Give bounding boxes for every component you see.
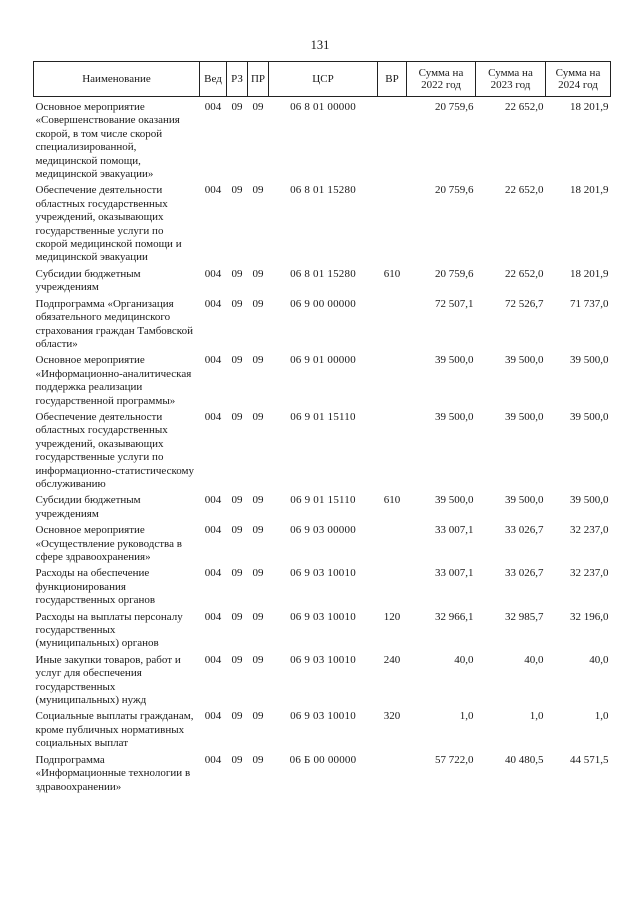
row-sum-2022: 39 500,0 bbox=[435, 354, 474, 367]
row-rz: 09 bbox=[231, 410, 243, 423]
row-name: Основное мероприятие «Совершенствование оказания скорой, в том числе скорой специализированной, медицинской помощи, медицинской эвакуации» bbox=[35, 101, 180, 181]
row-sum-2023: 39 500,0 bbox=[505, 354, 544, 367]
row-sum-2023: 33 026,7 bbox=[505, 567, 544, 580]
row-name: Подпрограмма «Информационные технологии в здравоохранении» bbox=[35, 753, 191, 793]
row-rz: 09 bbox=[231, 101, 243, 113]
row-ved: 004 bbox=[204, 184, 222, 197]
row-sum-2024: 1,0 bbox=[594, 710, 609, 723]
row-vr bbox=[378, 298, 407, 355]
header-vr: ВР bbox=[378, 62, 407, 97]
row-sum-2022: 20 759,6 bbox=[435, 101, 474, 113]
row-sum-2024: 18 201,9 bbox=[570, 101, 609, 113]
row-name: Основное мероприятие «Информационно-аналитическая поддержка реализации государственной программы» bbox=[35, 354, 192, 407]
row-sum-2024: 32 237,0 bbox=[570, 524, 609, 537]
row-rz: 09 bbox=[231, 184, 243, 197]
row-rz: 09 bbox=[231, 567, 243, 580]
row-ved: 004 bbox=[204, 494, 222, 507]
row-pr: 09 bbox=[252, 184, 264, 197]
table-row bbox=[34, 268, 611, 298]
table-row bbox=[34, 611, 611, 654]
row-pr: 09 bbox=[252, 710, 264, 723]
header-csr: ЦСР bbox=[269, 62, 378, 97]
row-csr: 06 9 00 00000 bbox=[290, 297, 356, 310]
row-sum-2023: 32 985,7 bbox=[505, 610, 544, 623]
row-sum-2023: 72 526,7 bbox=[505, 297, 544, 310]
table-row bbox=[34, 710, 611, 753]
table-row bbox=[34, 524, 611, 567]
table-header bbox=[34, 62, 611, 97]
row-sum-2024: 18 201,9 bbox=[570, 267, 609, 280]
row-sum-2022: 39 500,0 bbox=[435, 410, 474, 423]
header-sum-2022: Сумма на 2022 год bbox=[407, 62, 476, 97]
row-csr: 06 8 01 15280 bbox=[290, 267, 356, 280]
table-row bbox=[34, 754, 611, 797]
row-csr: 06 9 03 10010 bbox=[290, 653, 356, 666]
table-row bbox=[34, 654, 611, 711]
row-ved: 004 bbox=[204, 653, 222, 666]
row-vr bbox=[378, 97, 407, 185]
row-vr: 120 bbox=[383, 610, 401, 623]
row-pr: 09 bbox=[252, 354, 264, 367]
row-csr: 06 9 03 10010 bbox=[290, 710, 356, 723]
row-rz: 09 bbox=[231, 297, 243, 310]
header-ved: Вед bbox=[200, 62, 227, 97]
row-name: Социальные выплаты гражданам, кроме публичных нормативных социальных выплат bbox=[35, 710, 194, 750]
row-pr: 09 bbox=[252, 101, 264, 113]
row-rz: 09 bbox=[231, 494, 243, 507]
row-name: Субсидии бюджетным учреждениям bbox=[35, 267, 141, 294]
row-sum-2023: 1,0 bbox=[529, 710, 544, 723]
row-csr: 06 9 01 15110 bbox=[290, 494, 356, 507]
row-sum-2022: 39 500,0 bbox=[435, 494, 474, 507]
row-vr bbox=[378, 754, 407, 797]
row-ved: 004 bbox=[204, 354, 222, 367]
row-name: Основное мероприятие «Осуществление руководства в сфере здравоохранения» bbox=[35, 524, 182, 563]
row-vr bbox=[378, 354, 407, 411]
row-csr: 06 8 01 15280 bbox=[290, 184, 356, 197]
row-rz: 09 bbox=[231, 653, 243, 666]
row-sum-2022: 20 759,6 bbox=[435, 267, 474, 280]
row-sum-2023: 40,0 bbox=[524, 653, 544, 666]
row-ved: 004 bbox=[204, 524, 222, 537]
table-row bbox=[34, 298, 611, 355]
header-rz: РЗ bbox=[227, 62, 248, 97]
table-row bbox=[34, 97, 611, 185]
row-name: Расходы на выплаты персоналу государственных (муниципальных) органов bbox=[35, 610, 183, 650]
row-csr: 06 9 01 00000 bbox=[290, 354, 356, 367]
row-vr: 610 bbox=[383, 494, 401, 507]
table-row bbox=[34, 354, 611, 411]
row-vr bbox=[378, 524, 407, 567]
row-csr: 06 9 01 15110 bbox=[290, 410, 356, 423]
row-vr: 610 bbox=[383, 267, 401, 280]
row-vr bbox=[378, 567, 407, 610]
row-sum-2022: 72 507,1 bbox=[435, 297, 474, 310]
row-vr bbox=[378, 411, 407, 494]
row-pr: 09 bbox=[252, 267, 264, 280]
budget-table bbox=[33, 61, 611, 797]
row-sum-2023: 40 480,5 bbox=[505, 753, 544, 766]
row-pr: 09 bbox=[252, 297, 264, 310]
row-sum-2024: 40,0 bbox=[589, 653, 609, 666]
row-sum-2022: 1,0 bbox=[459, 710, 474, 723]
table-row bbox=[34, 411, 611, 494]
row-ved: 004 bbox=[204, 710, 222, 723]
header-pr: ПР bbox=[248, 62, 269, 97]
row-ved: 004 bbox=[204, 753, 222, 766]
row-ved: 004 bbox=[204, 267, 222, 280]
row-sum-2024: 71 737,0 bbox=[570, 297, 609, 310]
row-vr: 240 bbox=[383, 653, 401, 666]
row-sum-2023: 39 500,0 bbox=[505, 410, 544, 423]
row-sum-2023: 39 500,0 bbox=[505, 494, 544, 507]
row-sum-2024: 32 237,0 bbox=[570, 567, 609, 580]
row-name: Расходы на обеспечение функционирования государственных органов bbox=[35, 567, 156, 607]
row-ved: 004 bbox=[204, 567, 222, 580]
row-vr bbox=[378, 184, 407, 267]
row-csr: 06 8 01 00000 bbox=[290, 101, 356, 113]
row-sum-2022: 40,0 bbox=[454, 653, 474, 666]
table-row bbox=[34, 494, 611, 524]
row-rz: 09 bbox=[231, 610, 243, 623]
row-rz: 09 bbox=[231, 354, 243, 367]
row-name: Обеспечение деятельности областных государственных учреждений, оказывающих государственные услуги по информационно-статистическому обслуживанию bbox=[35, 410, 195, 490]
table-row bbox=[34, 567, 611, 610]
row-csr: 06 9 03 10010 bbox=[290, 567, 356, 580]
table-body bbox=[34, 97, 611, 797]
row-sum-2023: 22 652,0 bbox=[505, 267, 544, 280]
row-sum-2024: 39 500,0 bbox=[570, 410, 609, 423]
row-sum-2024: 32 196,0 bbox=[570, 610, 609, 623]
row-ved: 004 bbox=[204, 297, 222, 310]
row-pr: 09 bbox=[252, 653, 264, 666]
row-ved: 004 bbox=[204, 410, 222, 423]
row-name: Субсидии бюджетным учреждениям bbox=[35, 494, 141, 520]
page-number: 131 bbox=[310, 38, 330, 52]
row-name: Обеспечение деятельности областных государственных учреждений, оказывающих государственные услуги по скорой медицинской помощи и медицинской эвакуации bbox=[35, 184, 182, 264]
row-vr: 320 bbox=[383, 710, 401, 723]
row-sum-2024: 44 571,5 bbox=[570, 753, 609, 766]
row-pr: 09 bbox=[252, 567, 264, 580]
row-pr: 09 bbox=[252, 610, 264, 623]
header-sum-2023: Сумма на 2023 год bbox=[476, 62, 546, 97]
row-csr: 06 9 03 10010 bbox=[290, 610, 356, 623]
row-ved: 004 bbox=[204, 101, 222, 113]
row-sum-2024: 39 500,0 bbox=[570, 494, 609, 507]
row-rz: 09 bbox=[231, 267, 243, 280]
header-name: Наименование bbox=[34, 62, 200, 97]
table-row bbox=[34, 184, 611, 267]
row-ved: 004 bbox=[204, 610, 222, 623]
row-sum-2022: 57 722,0 bbox=[435, 753, 474, 766]
header-sum-2024: Сумма на 2024 год bbox=[546, 62, 611, 97]
row-pr: 09 bbox=[252, 753, 264, 766]
row-rz: 09 bbox=[231, 710, 243, 723]
row-sum-2022: 33 007,1 bbox=[435, 524, 474, 537]
row-sum-2024: 39 500,0 bbox=[570, 354, 609, 367]
row-name: Подпрограмма «Организация обязательного медицинского страхования граждан Тамбовской области» bbox=[35, 297, 193, 350]
row-sum-2022: 20 759,6 bbox=[435, 184, 474, 197]
row-pr: 09 bbox=[252, 410, 264, 423]
row-pr: 09 bbox=[252, 494, 264, 507]
row-csr: 06 9 03 00000 bbox=[290, 524, 356, 537]
row-sum-2023: 22 652,0 bbox=[505, 184, 544, 197]
row-rz: 09 bbox=[231, 524, 243, 537]
row-sum-2022: 33 007,1 bbox=[435, 567, 474, 580]
row-rz: 09 bbox=[231, 753, 243, 766]
row-sum-2023: 22 652,0 bbox=[505, 101, 544, 113]
row-sum-2022: 32 966,1 bbox=[435, 610, 474, 623]
row-csr: 06 Б 00 00000 bbox=[289, 753, 357, 766]
row-sum-2023: 33 026,7 bbox=[505, 524, 544, 537]
row-sum-2024: 18 201,9 bbox=[570, 184, 609, 197]
row-pr: 09 bbox=[252, 524, 264, 537]
row-name: Иные закупки товаров, работ и услуг для обеспечения государственных (муниципальных) нужд bbox=[35, 653, 181, 707]
